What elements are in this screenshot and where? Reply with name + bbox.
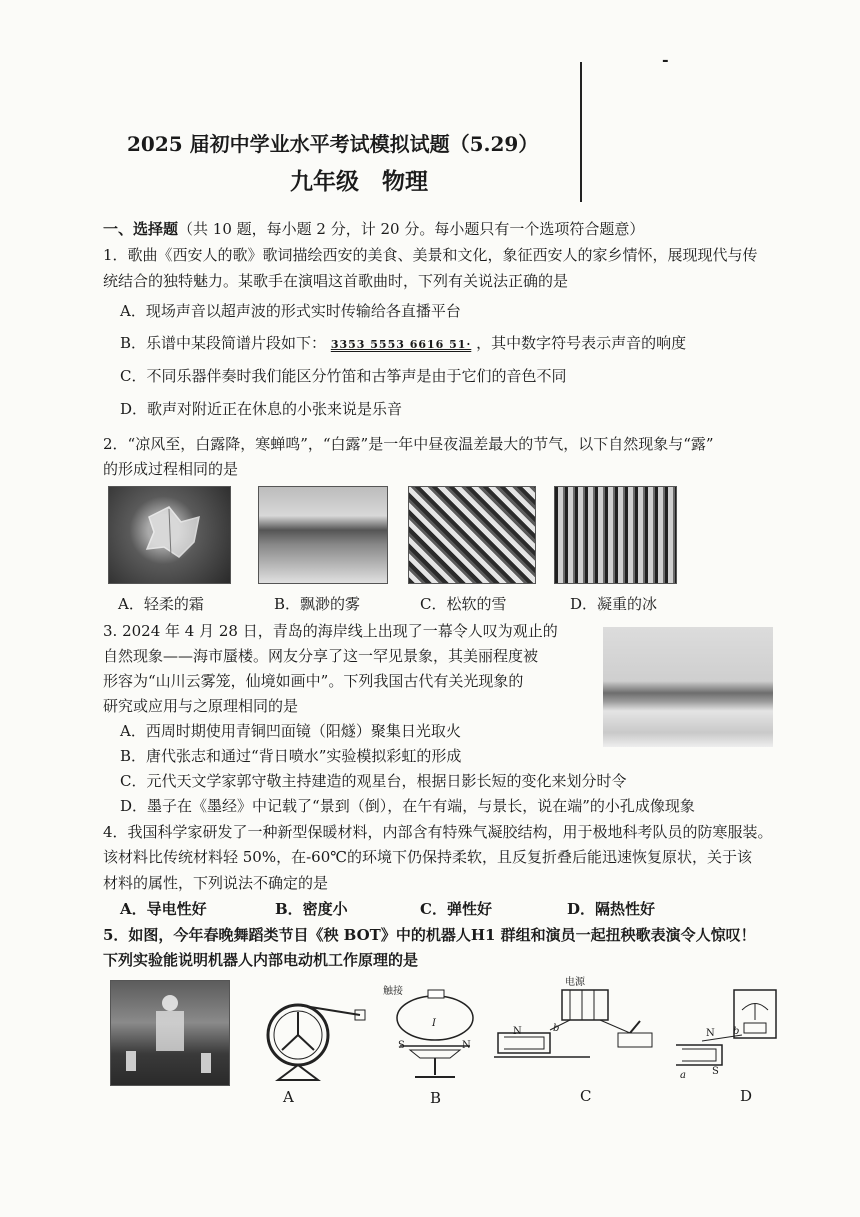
exam-subtitle: 九年级 物理 bbox=[290, 168, 428, 195]
section-note: （共 10 题，每小题 2 分，计 20 分。每小题只有一个选项符合题意） bbox=[178, 220, 645, 238]
music-notation: 3353 5553 6616 51· bbox=[330, 338, 472, 351]
q5-line2: 下列实验能说明机器人内部电动机工作原理的是 bbox=[103, 951, 419, 969]
q1-b-suffix: ，其中数字符号表示声音的响度 bbox=[476, 334, 687, 352]
q1-line1: 1．歌曲《西安人的歌》歌词描绘西安的美食、美景和文化，象征西安人的家乡情怀，展现现代与传 bbox=[103, 246, 758, 264]
q3-option-c: C．元代天文学家郭守敬主持建造的观星台，根据日影长短的变化来划分时令 bbox=[120, 772, 627, 790]
q3-option-d: D．墨子在《墨经》中记载了“景到（倒），在午有端，与景长，说在端”的小孔成像现象 bbox=[120, 797, 695, 815]
fig-a-wheel-diagram bbox=[260, 990, 380, 1090]
fig-c-n-label: N bbox=[513, 1026, 522, 1037]
robot-dance-photo bbox=[110, 980, 230, 1086]
q2-option-a: A．轻柔的霜 bbox=[118, 595, 204, 613]
snow-photo bbox=[408, 486, 536, 584]
q3-option-a: A．西周时期使用青铜凹面镜（阳燧）聚集日光取火 bbox=[120, 722, 461, 740]
q2-option-b: B．飘渺的雾 bbox=[274, 595, 361, 613]
fig-b-label: B bbox=[430, 1089, 442, 1107]
q4-line1: 4．我国科学家研发了一种新型保暖材料，内部含有特殊气凝胶结构，用于极地科考队员的防寒服装。 bbox=[103, 823, 773, 841]
q4-option-a: A．导电性好 bbox=[120, 900, 207, 918]
q3-line1: 3. 2024 年 4 月 28 日，青岛的海岸线上出现了一幕令人叹为观止的 bbox=[103, 622, 558, 640]
fig-c-label: C bbox=[580, 1087, 592, 1105]
q1-option-d: D．歌声对附近正在休息的小张来说是乐音 bbox=[120, 400, 403, 418]
ice-photo bbox=[554, 486, 677, 584]
fig-d-galvanometer-diagram bbox=[672, 985, 792, 1080]
q1-option-c: C．不同乐器伴奏时我们能区分竹笛和古筝声是由于它们的音色不同 bbox=[120, 367, 567, 385]
corner-mark: - bbox=[662, 50, 669, 69]
q1-b-prefix: B．乐谱中某段简谱片段如下： bbox=[120, 334, 327, 352]
q2-line2: 的形成过程相同的是 bbox=[103, 460, 239, 478]
q4-option-c: C．弹性好 bbox=[420, 900, 492, 918]
q1-option-b bbox=[120, 333, 686, 355]
q1-line2: 统结合的独特魅力。某歌手在演唱这首歌曲时，下列有关说法正确的是 bbox=[103, 272, 569, 290]
fig-d-b-label: b bbox=[733, 1026, 740, 1037]
fig-d-n-label: N bbox=[706, 1028, 715, 1039]
leaf-icon bbox=[109, 487, 230, 583]
frost-photo bbox=[108, 486, 231, 584]
section-heading bbox=[103, 219, 644, 239]
fig-d-label: D bbox=[740, 1087, 753, 1105]
robot-figure-icon bbox=[111, 981, 229, 1085]
q3-line3: 形容为“山川云雾笼，仙境如画中”。下列我国古代有关光现象的 bbox=[103, 672, 524, 690]
q5-line1: 5．如图，今年春晚舞蹈类节目《秧 BOT》中的机器人H1 群组和演员一起扭秧歌表演令人惊叹！ bbox=[103, 926, 756, 944]
q1-option-a: A．现场声音以超声波的形式实时传输给各直播平台 bbox=[120, 302, 461, 320]
q2-option-d: D．凝重的冰 bbox=[570, 595, 658, 613]
q4-option-d: D．隔热性好 bbox=[567, 900, 656, 918]
fig-d-a-label: a bbox=[680, 1070, 686, 1081]
fog-photo bbox=[258, 486, 388, 584]
q2-line1: 2．“凉风至，白露降，寒蝉鸣”，“白露”是一年中昼夜温差最大的节气，以下自然现象与“露” bbox=[103, 435, 714, 453]
fig-b-switch-text: 触接 bbox=[383, 986, 403, 997]
section-title: 一、选择题 bbox=[103, 220, 179, 238]
divider-line bbox=[580, 62, 582, 202]
fig-c-b-label: b bbox=[553, 1023, 560, 1034]
q3-option-b: B．唐代张志和通过“背日喷水”实验模拟彩虹的形成 bbox=[120, 747, 462, 765]
q4-option-b: B．密度小 bbox=[275, 900, 348, 918]
fig-c-motor-diagram bbox=[490, 985, 665, 1065]
fig-b-n-label: N bbox=[462, 1040, 471, 1051]
q4-line2: 该材料比传统材料轻 50%，在-60℃的环境下仍保持柔软，且反复折叠后能迅速恢复原状，关于该 bbox=[103, 848, 753, 866]
q4-line3: 材料的属性，下列说法不确定的是 bbox=[103, 874, 329, 892]
q3-line4: 研究或应用与之原理相同的是 bbox=[103, 697, 299, 715]
mirage-photo bbox=[603, 627, 773, 747]
fig-b-s-label: S bbox=[398, 1040, 405, 1051]
exam-title: 2025 届初中学业水平考试模拟试题（5.29） bbox=[127, 132, 539, 156]
fig-d-s-label: S bbox=[712, 1066, 719, 1077]
q3-line2: 自然现象——海市蜃楼。网友分享了这一罕见景象，其美丽程度被 bbox=[103, 647, 539, 665]
fig-a-label: A bbox=[283, 1088, 294, 1106]
fig-c-power-text: 电源 bbox=[565, 977, 585, 988]
q2-option-c: C．松软的雪 bbox=[420, 595, 507, 613]
fig-b-current-label: I bbox=[432, 1018, 436, 1029]
